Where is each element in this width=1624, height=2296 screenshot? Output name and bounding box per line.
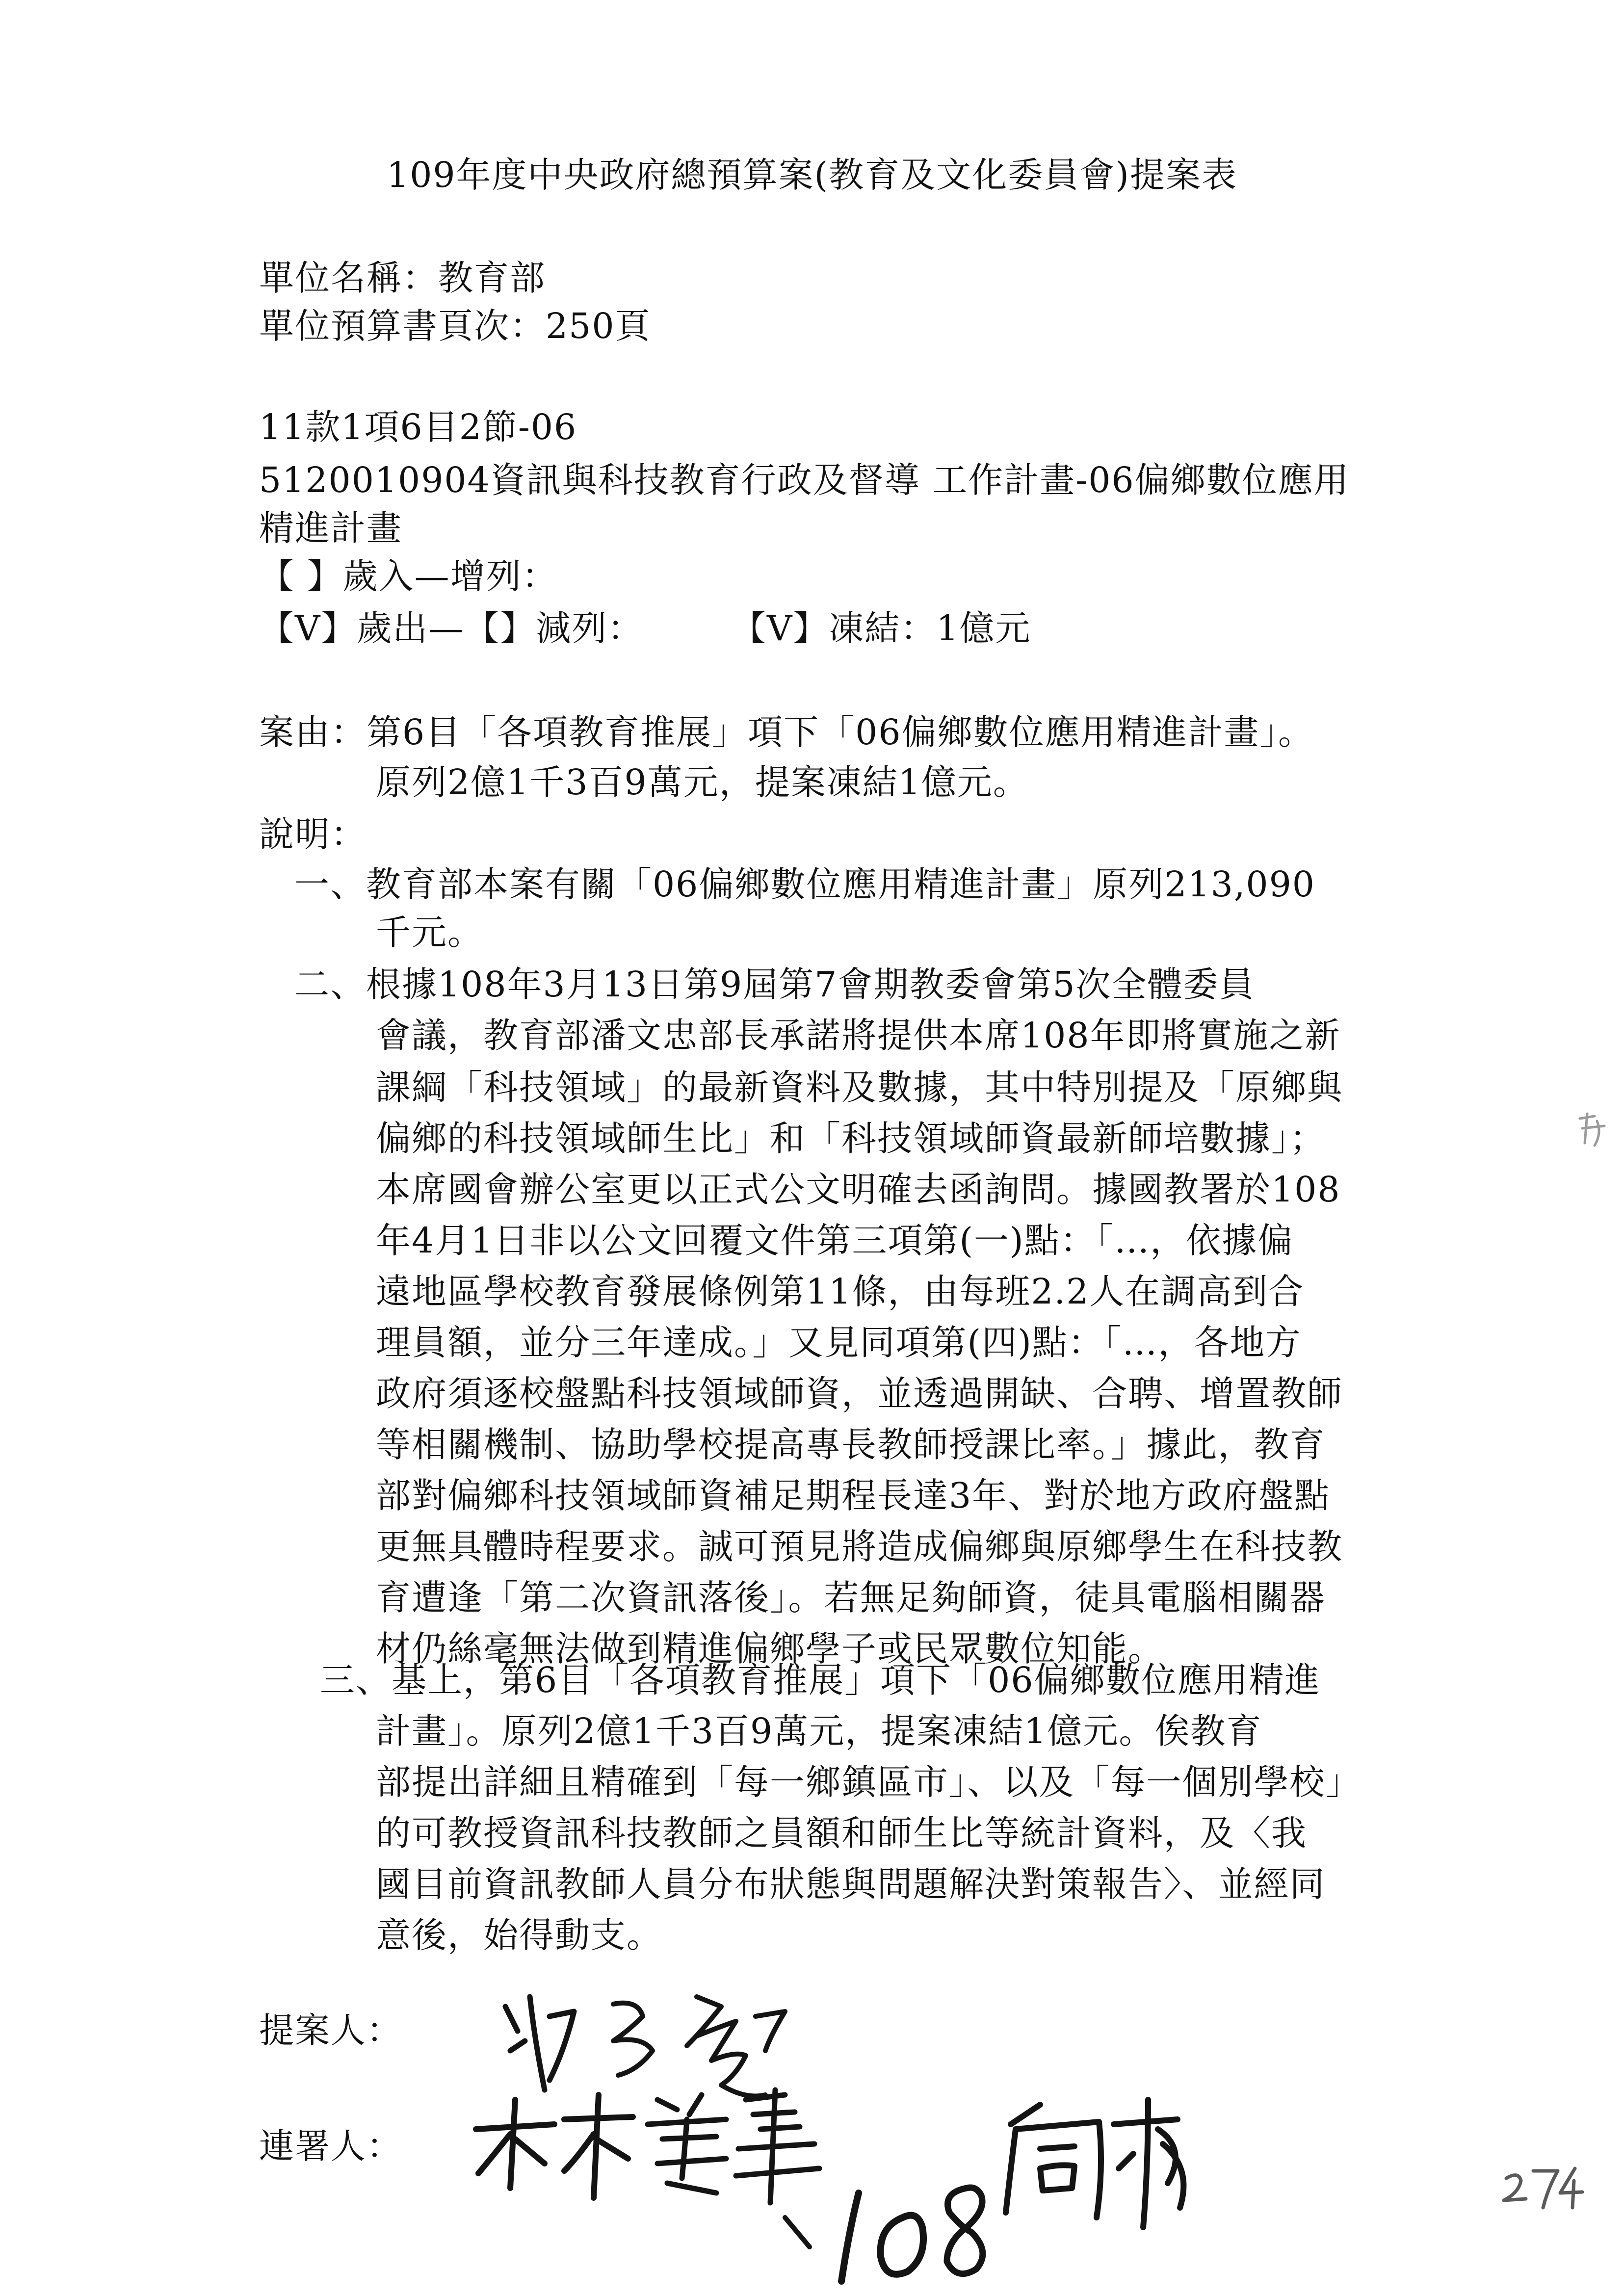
cosigner-handwritten-signature [471, 2070, 1197, 2286]
explanation-item-3-line: 國目前資訊教師人員分布狀態與問題解決對策報告〉、並經同 [376, 1864, 1326, 1905]
explanation-item-2-line: 等相關機制、協助學校提高專長教師授課比率。」據此，教育 [376, 1424, 1326, 1465]
program-name-line-2: 精進計畫 [259, 508, 403, 548]
explanation-item-3-line: 的可教授資訊科技教師之員額和師生比等統計資料，及〈我 [376, 1813, 1308, 1853]
program-name-line-1: 5120010904資訊與科技教育行政及督導 工作計畫-06偏鄉數位應用 [259, 460, 1350, 500]
explanation-item-3-line: 意後，始得動支。 [376, 1915, 663, 1956]
explanation-item-2-line: 更無具體時程要求。誠可預見將造成偏鄉與原鄉學生在科技教 [376, 1526, 1343, 1567]
case-line-1: 案由：第6目「各項教育推展」項下「06偏鄉數位應用精進計畫」。 [259, 712, 1314, 753]
item-code: 11款1項6目2節-06 [259, 407, 577, 447]
explanation-item-2-line: 遠地區學校教育發展條例第11條，由每班2.2人在調高到合 [376, 1271, 1305, 1312]
unit-name: 單位名稱：教育部 [259, 258, 546, 298]
revenue-option: 【 】歲入—增列： [259, 556, 558, 597]
handwritten-page-note [1496, 2159, 1585, 2213]
explanation-item-2-line: 育遭逢「第二次資訊落後」。若無足夠師資，徒具電腦相關器 [376, 1577, 1326, 1618]
page-margin-mark [1575, 1109, 1614, 1153]
proposer-label: 提案人： [259, 2010, 403, 2051]
case-line-2: 原列2億1千3百9萬元，提案凍結1億元。 [376, 762, 1029, 803]
explanation-item-3-line: 計畫」。原列2億1千3百9萬元，提案凍結1億元。俟教育 [376, 1711, 1262, 1751]
explanation-item-2-line: 材仍絲毫無法做到精進偏鄉學子或民眾數位知能。 [376, 1628, 1164, 1669]
cosigner-label: 連署人： [259, 2126, 403, 2166]
explanation-item-3-line: 三、基上，第6目「各項教育推展」項下「06偏鄉數位應用精進 [320, 1660, 1321, 1700]
explanation-item-2-line: 政府須逐校盤點科技領域師資，並透過開缺、合聘、增置教師 [376, 1373, 1343, 1414]
explanation-heading: 說明： [259, 814, 367, 855]
budget-page: 單位預算書頁次：250頁 [259, 306, 651, 346]
explanation-item-2-line: 理員額，並分三年達成。」又見同項第(四)點：「…，各地方 [376, 1322, 1302, 1363]
explanation-item-2-line: 年4月1日非以公文回覆文件第三項第(一)點：「…，依據偏 [376, 1220, 1294, 1261]
expenditure-option: 【V】歲出—【】減列： [259, 608, 644, 649]
explanation-item-1-line: 千元。 [376, 912, 484, 953]
explanation-item-1-line: 一、教育部本案有關「06偏鄉數位應用精進計畫」原列213,090 [294, 864, 1315, 905]
explanation-item-2-line: 會議，教育部潘文忠部長承諾將提供本席108年即將實施之新 [376, 1015, 1341, 1056]
explanation-item-2-line: 二、根據108年3月13日第9屆第7會期教委會第5次全體委員 [294, 964, 1255, 1005]
freeze-option: 【V】凍結：1億元 [731, 608, 1031, 649]
document-title: 109年度中央政府總預算案(教育及文化委員會)提案表 [387, 155, 1237, 195]
explanation-item-2-line: 偏鄉的科技領域師生比」和「科技領域師資最新師培數據」； [376, 1118, 1326, 1159]
explanation-item-2-line: 課綱「科技領域」的最新資料及數據，其中特別提及「原鄉與 [376, 1067, 1343, 1108]
explanation-item-2-line: 本席國會辦公室更以正式公文明確去函詢問。據國教署於108 [376, 1169, 1341, 1210]
explanation-item-3-line: 部提出詳細且精確到「每一鄉鎮區市」、以及「每一個別學校」 [376, 1762, 1362, 1802]
explanation-item-2-line: 部對偏鄉科技領域師資補足期程長達3年、對於地方政府盤點 [376, 1475, 1331, 1516]
